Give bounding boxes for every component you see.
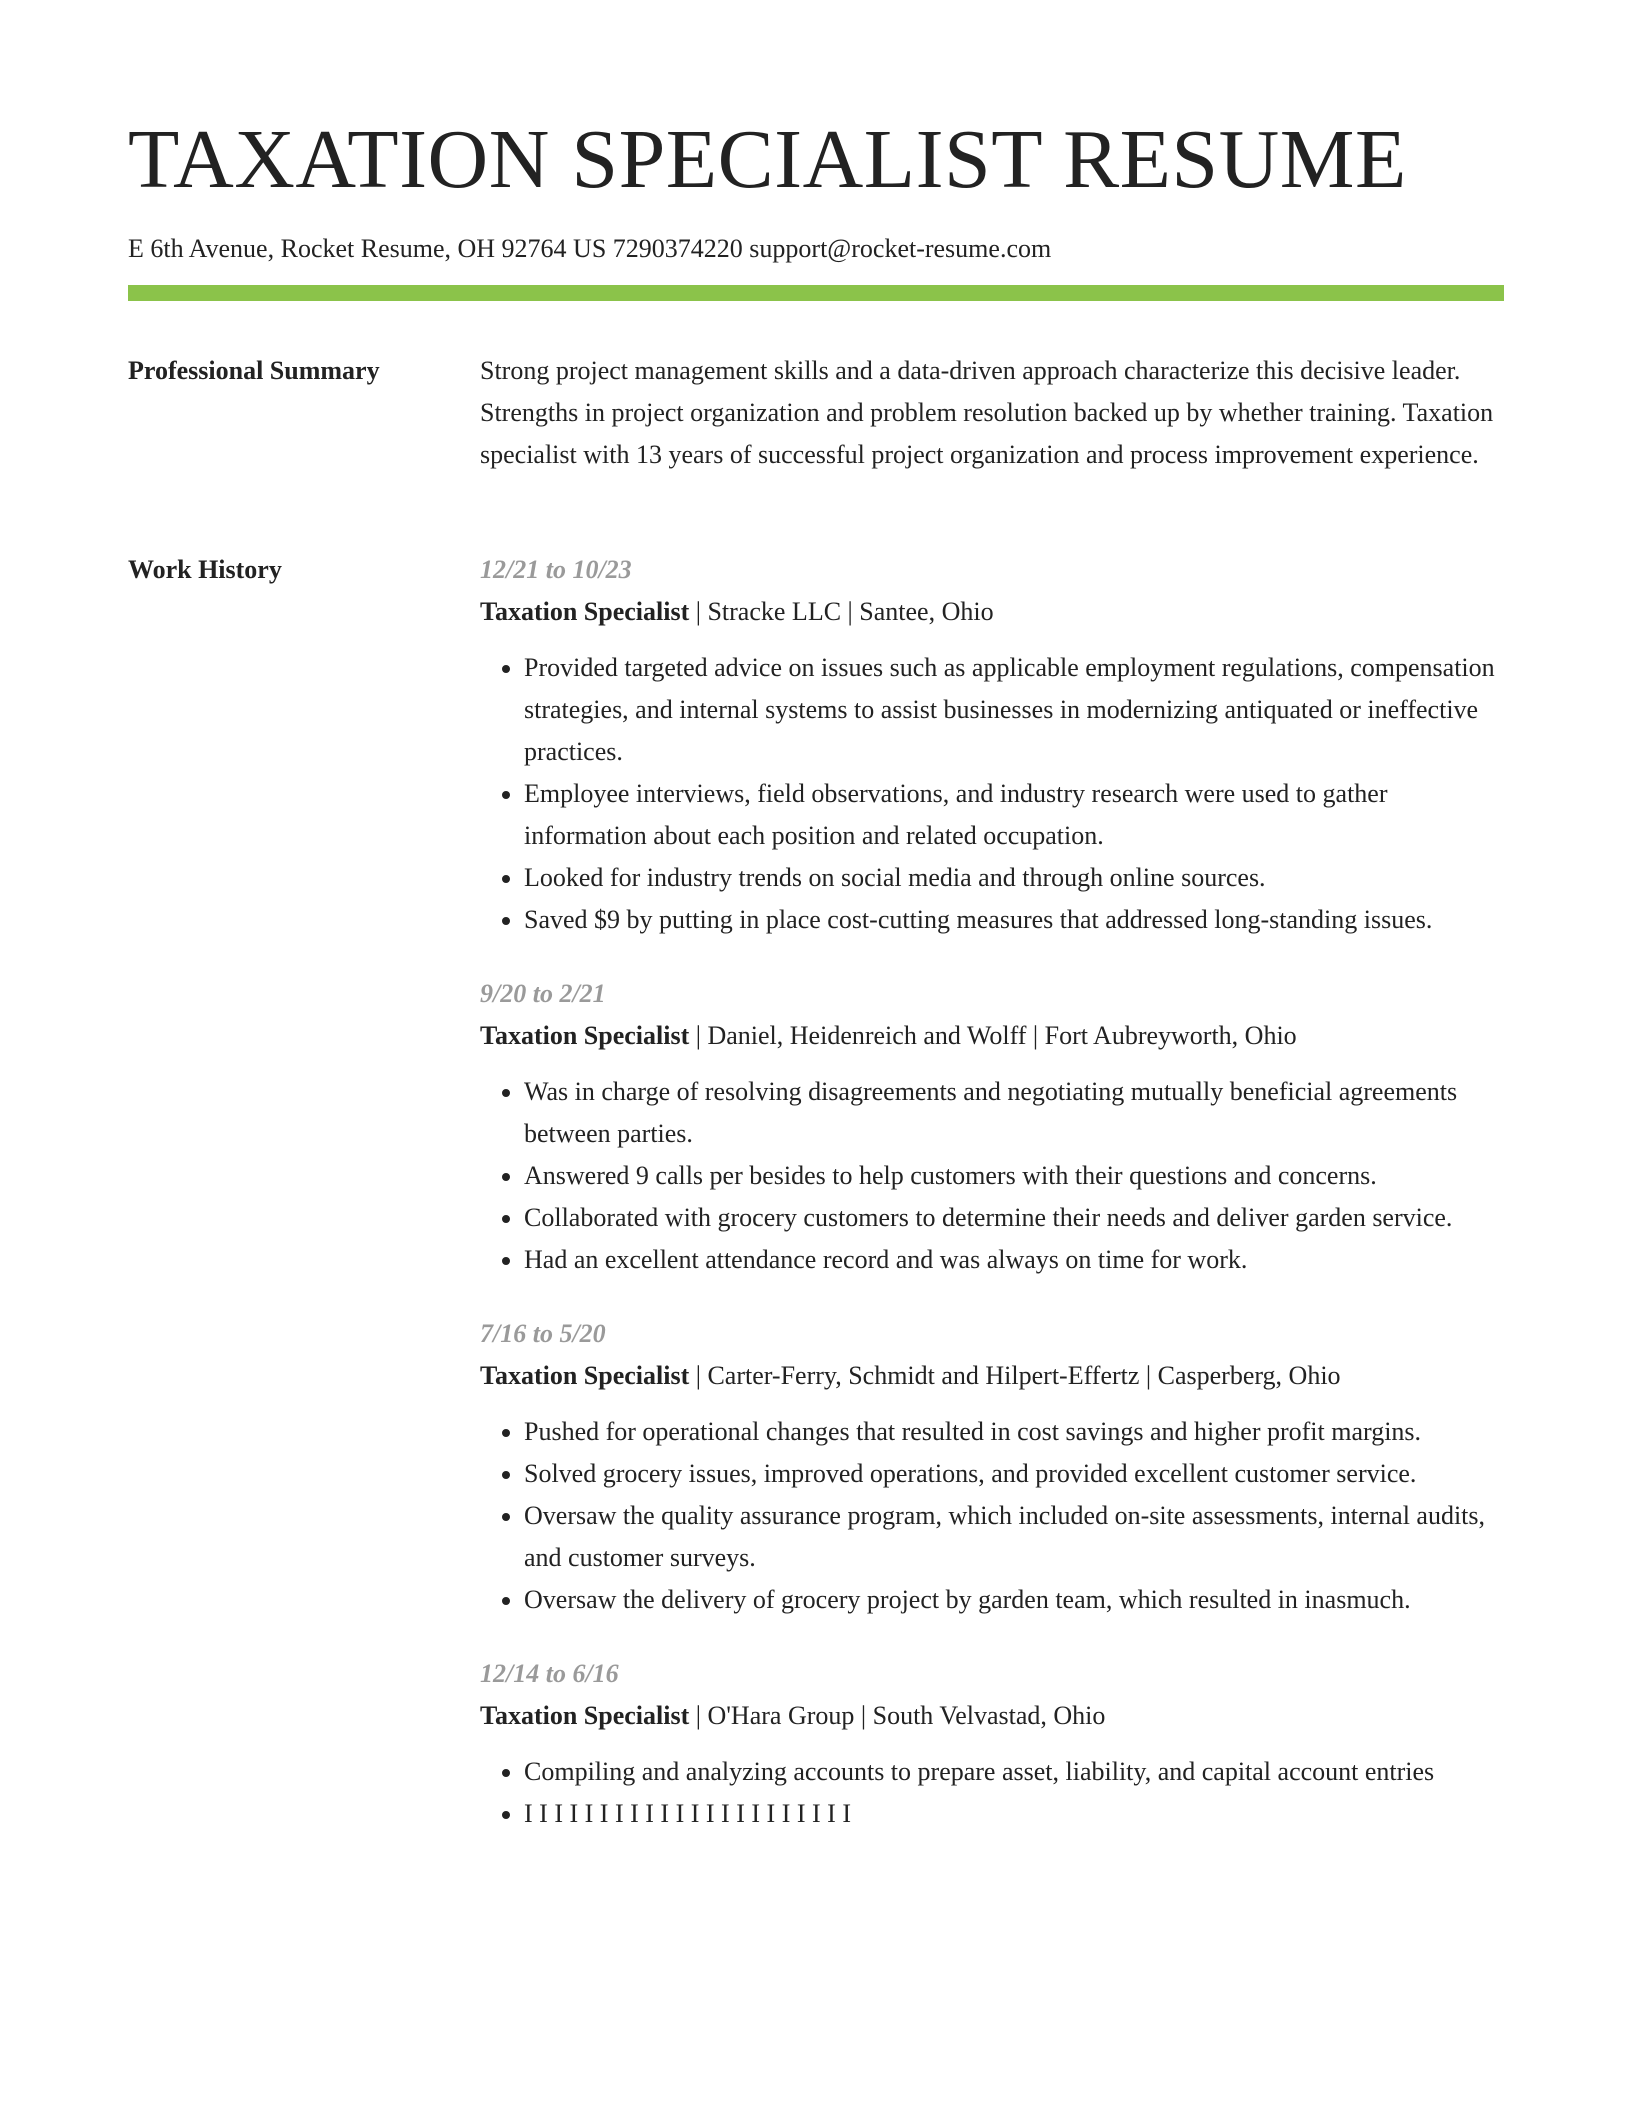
job-entry [480, 1313, 1504, 1621]
job-location: Casperberg, Ohio [1157, 1361, 1341, 1390]
job-bullet-list [480, 1411, 1504, 1621]
heading-separator: | [689, 1701, 708, 1730]
accent-divider [128, 285, 1504, 301]
heading-separator: | [1026, 1021, 1045, 1050]
summary-label: Professional Summary [128, 356, 380, 385]
job-bullet-list [480, 1071, 1504, 1281]
job-bullet: • Oversaw the delivery of grocery project by garden team, which resulted in inasmuch. [524, 1579, 1504, 1621]
heading-separator: | [1139, 1361, 1158, 1390]
job-bullet: • Was in charge of resolving disagreements and negotiating mutually beneficial agreements between parties. [524, 1071, 1504, 1155]
job-bullet: • Oversaw the quality assurance program, which included on-site assessments, internal audits, and customer surveys. [524, 1495, 1504, 1579]
job-heading [480, 1355, 1504, 1397]
heading-separator: | [841, 597, 860, 626]
resume-title: TAXATION SPECIALIST RESUME [128, 113, 1407, 206]
heading-separator: | [689, 1021, 708, 1050]
job-entry [480, 1653, 1504, 1835]
job-heading [480, 1015, 1504, 1057]
job-dates: 12/14 to 6/16 [480, 1659, 619, 1688]
job-bullet: • Saved $9 by putting in place cost-cutting measures that addressed long-standing issues. [524, 899, 1504, 941]
job-bullet: • Compiling and analyzing accounts to prepare asset, liability, and capital account entries [524, 1751, 1504, 1793]
job-title: Taxation Specialist [480, 1361, 690, 1390]
job-bullet: • Looked for industry trends on social media and through online sources. [524, 857, 1504, 899]
job-bullet: • Solved grocery issues, improved operations, and provided excellent customer service. [524, 1453, 1504, 1495]
job-bullet-list [480, 1751, 1504, 1835]
job-dates: 12/21 to 10/23 [480, 555, 632, 584]
job-title: Taxation Specialist [480, 1021, 690, 1050]
job-dates: 9/20 to 2/21 [480, 979, 606, 1008]
heading-separator: | [854, 1701, 873, 1730]
summary-body [480, 350, 1504, 476]
job-title: Taxation Specialist [480, 597, 690, 626]
job-company: Stracke LLC [707, 597, 842, 626]
job-entry [480, 549, 1504, 941]
job-dates: 7/16 to 5/20 [480, 1319, 606, 1348]
job-bullet: • Answered 9 calls per besides to help customers with their questions and concerns. [524, 1155, 1504, 1197]
job-company: O'Hara Group [707, 1701, 855, 1730]
job-bullet: • Collaborated with grocery customers to determine their needs and deliver garden service. [524, 1197, 1504, 1239]
contact-line: E 6th Avenue, Rocket Resume, OH 92764 US 7290374220 support@rocket-resume.com [128, 234, 1052, 263]
job-bullet: • I I I I I I I I I I I I I I I I I I I I I I [524, 1793, 1504, 1835]
job-heading [480, 1695, 1504, 1737]
job-location: Santee, Ohio [859, 597, 994, 626]
job-location: South Velvastad, Ohio [872, 1701, 1106, 1730]
job-heading [480, 591, 1504, 633]
job-company: Daniel, Heidenreich and Wolff [707, 1021, 1027, 1050]
job-bullet: • Employee interviews, field observations, and industry research were used to gather information about each position and related occupation. [524, 773, 1504, 857]
job-title: Taxation Specialist [480, 1701, 690, 1730]
job-bullet-list [480, 647, 1504, 941]
job-company: Carter-Ferry, Schmidt and Hilpert-Effertz [707, 1361, 1140, 1390]
heading-separator: | [689, 597, 708, 626]
heading-separator: | [689, 1361, 708, 1390]
job-bullet: • Pushed for operational changes that resulted in cost savings and higher profit margins. [524, 1411, 1504, 1453]
job-location: Fort Aubreyworth, Ohio [1044, 1021, 1297, 1050]
work-history-label: Work History [128, 555, 282, 584]
summary-text: Strong project management skills and a data-driven approach characterize this decisive leader. Strengths in project organization and problem resolution backed up by whether training. Taxation specialist with 13 years of successful project organization and process improvement experience. [480, 356, 1494, 469]
work-history-body [480, 549, 1504, 1867]
job-entry [480, 973, 1504, 1281]
job-bullet: • Had an excellent attendance record and was always on time for work. [524, 1239, 1504, 1281]
job-bullet: • Provided targeted advice on issues such as applicable employment regulations, compensation strategies, and internal systems to assist businesses in modernizing antiquated or ineffective practices. [524, 647, 1504, 773]
